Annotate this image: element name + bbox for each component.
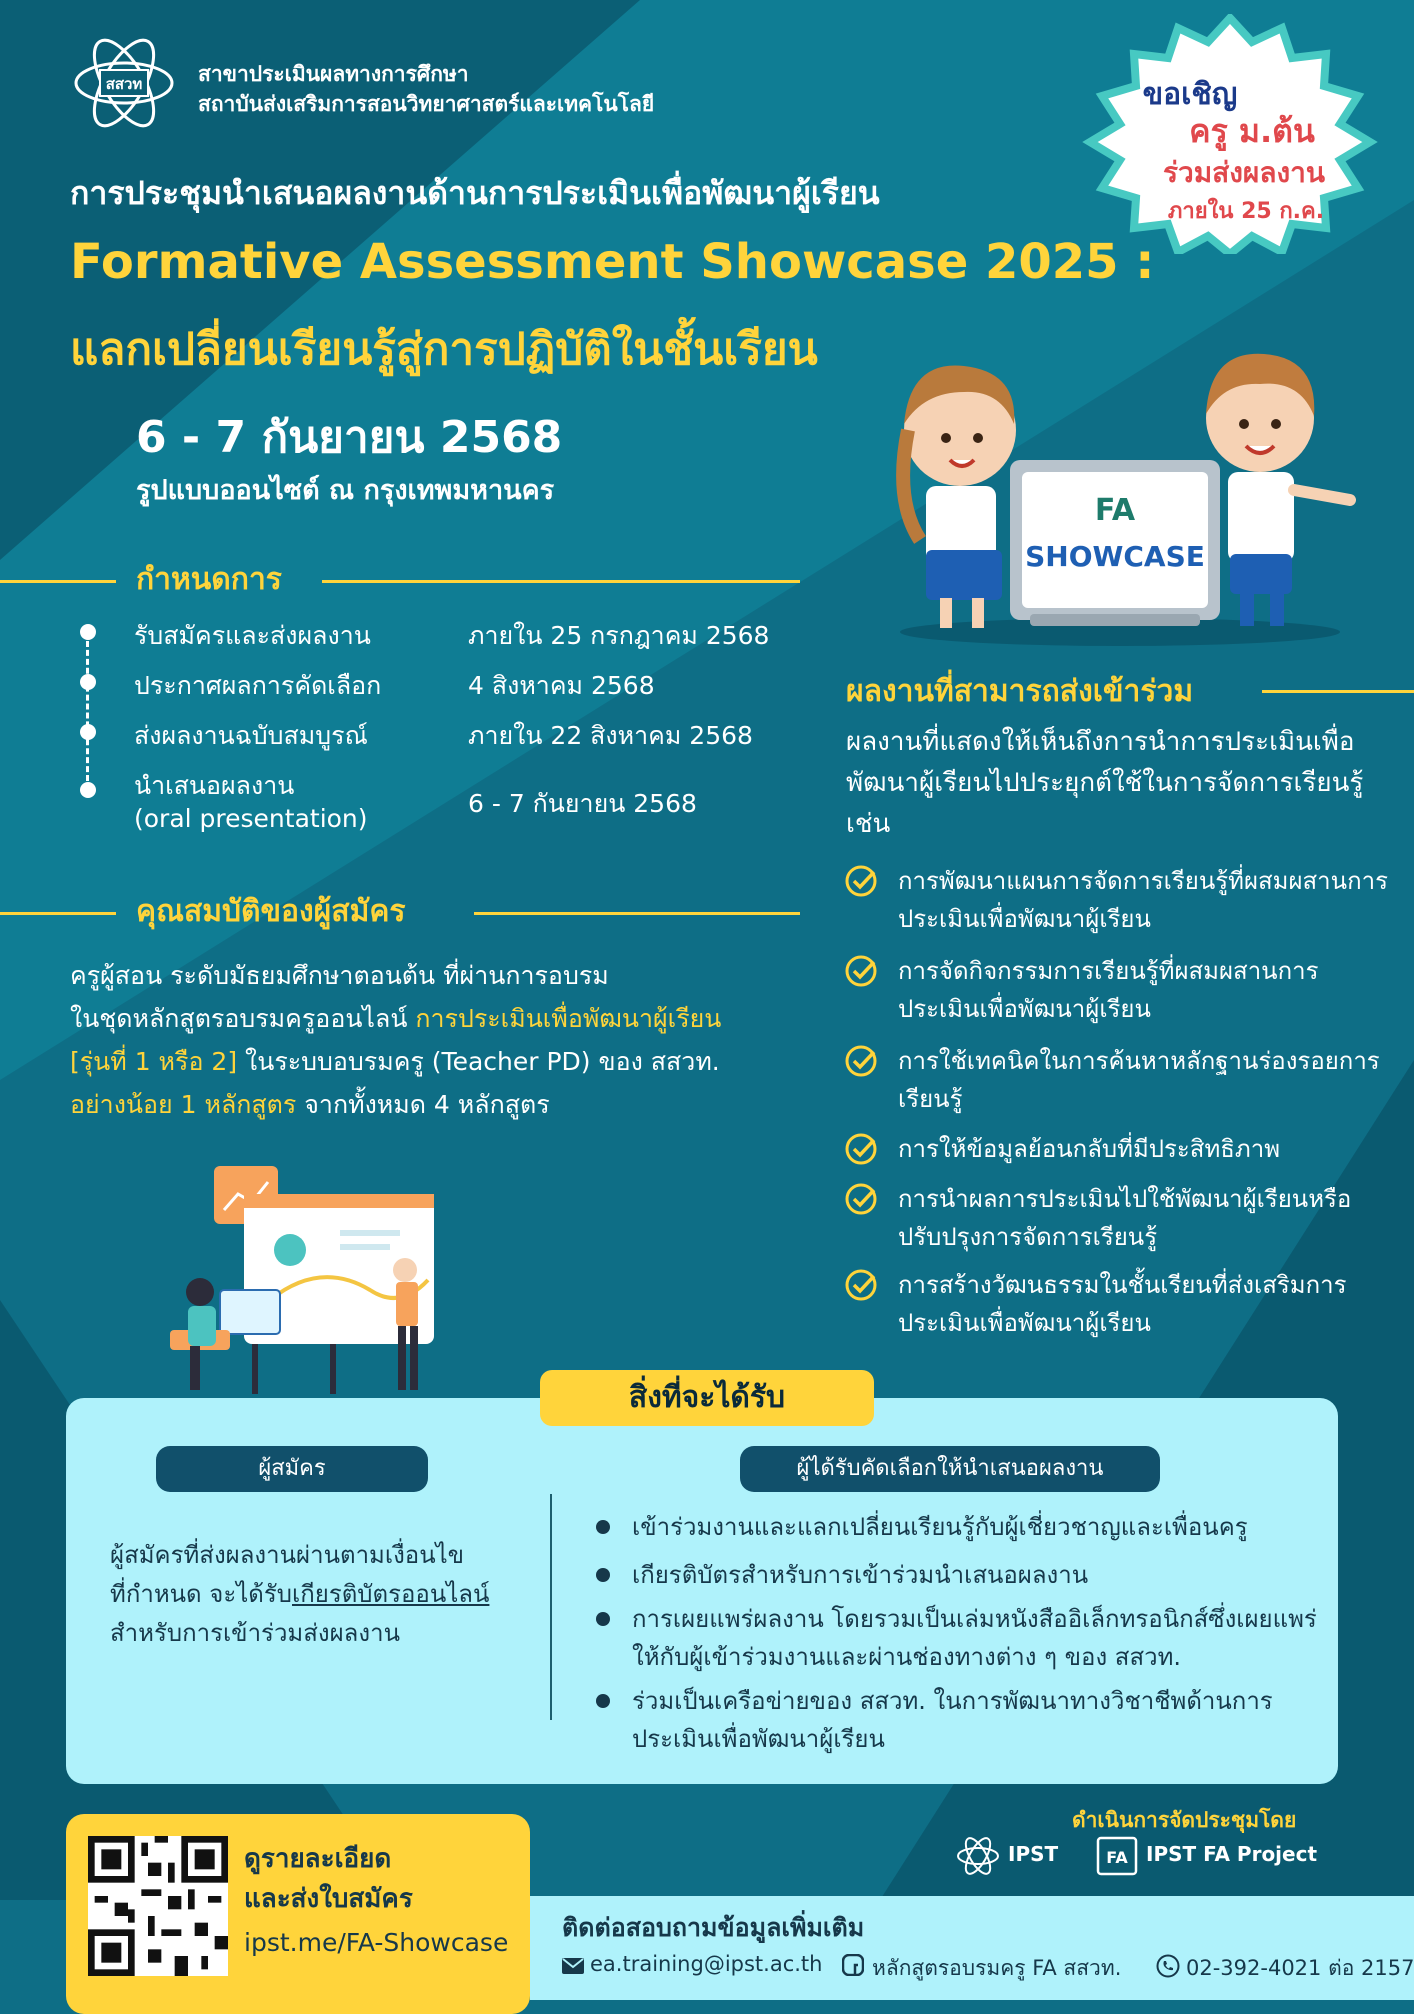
- board-text-fa: FA: [1094, 493, 1136, 528]
- event-title-line2: แลกเปลี่ยนเรียนรู้สู่การปฏิบัติในชั้นเรียน: [70, 324, 818, 375]
- badge-line3: ร่วมส่งผลงาน: [1162, 156, 1326, 189]
- event-venue: รูปแบบออนไซต์ ณ กรุงเทพมหานคร: [136, 475, 555, 506]
- works-line: [1262, 690, 1414, 693]
- works-heading: ผลงานที่สามารถส่งเข้าร่วม: [846, 674, 1194, 709]
- qualification-heading: คุณสมบัติของผู้สมัคร: [136, 894, 406, 929]
- qr-code[interactable]: [88, 1836, 228, 1976]
- benefits-heading: สิ่งที่จะได้รับ: [540, 1370, 874, 1426]
- contact-heading: ติดต่อสอบถามข้อมูลเพิ่มเติม: [562, 1913, 865, 1942]
- online-certificate: เกียรติบัตรออนไลน์: [292, 1580, 490, 1608]
- applicant-benefit-line2: [110, 1575, 510, 1614]
- contact-facebook[interactable]: หลักสูตรอบรมครู FA สสวท.: [872, 1956, 1122, 1980]
- bullet-icon: [596, 1568, 610, 1582]
- bullet-icon: [596, 1612, 610, 1626]
- schedule-line-right: [322, 580, 800, 583]
- partner-ipst: IPST: [1008, 1842, 1059, 1866]
- works-item-text: การจัดกิจกรรมการเรียนรู้ที่ผสมผสานการประเมินเพื่อพัฒนาผู้เรียน: [898, 957, 1319, 1023]
- schedule-item-value: ภายใน 25 กรกฎาคม 2568: [468, 621, 770, 650]
- course-highlight: การประเมินเพื่อพัฒนาผู้เรียน: [415, 1004, 722, 1033]
- works-item-text: การสร้างวัฒนธรรมในชั้นเรียนที่ส่งเสริมการประเมินเพื่อพัฒนาผู้เรียน: [898, 1271, 1347, 1337]
- check-circle-icon: [844, 1268, 878, 1302]
- email-icon: [562, 1958, 584, 1974]
- qualification-line2-text: ในชุดหลักสูตรอบรมครูออนไลน์: [70, 1004, 416, 1033]
- batch-highlight: [รุ่นที่ 1 หรือ 2]: [70, 1047, 238, 1076]
- check-circle-icon: [844, 1044, 878, 1078]
- schedule-heading: กำหนดการ: [136, 562, 282, 597]
- schedule-item-label: ส่งผลงานฉบับสมบูรณ์: [134, 721, 368, 750]
- qualification-line4-text: จากทั้งหมด 4 หลักสูตร: [296, 1090, 550, 1119]
- qualification-line3-text: ในระบบอบรมครู (Teacher PD) ของ สสวท.: [237, 1047, 720, 1076]
- schedule-item-label: ประกาศผลการคัดเลือก: [134, 671, 382, 700]
- qualification-line2: [70, 997, 790, 1040]
- ipst-icon: [956, 1834, 1000, 1878]
- board-text-showcase: SHOWCASE: [1025, 540, 1205, 573]
- bullet-icon: [596, 1520, 610, 1534]
- selected-label: ผู้ได้รับคัดเลือกให้นำเสนอผลงาน: [740, 1446, 1160, 1492]
- invitation-badge: [1070, 14, 1390, 254]
- contact-phone[interactable]: 02-392-4021 ต่อ 2157: [1186, 1956, 1414, 1980]
- contact-email[interactable]: ea.training@ipst.ac.th: [590, 1952, 823, 1976]
- register-line2: และส่งใบสมัคร: [244, 1884, 413, 1914]
- applicant-benefit-text: [110, 1536, 510, 1653]
- minimum-highlight: อย่างน้อย 1 หลักสูตร: [70, 1090, 297, 1119]
- benefits-divider: [550, 1494, 552, 1720]
- works-intro: ผลงานที่แสดงให้เห็นถึงการนำการประเมินเพื่อพัฒนาผู้เรียนไปประยุกต์ใช้ในการจัดการเรียนรู้ เช่น: [846, 727, 1364, 839]
- schedule-line-left: [0, 580, 116, 583]
- works-item-text: การให้ข้อมูลย้อนกลับที่มีประสิทธิภาพ: [898, 1135, 1281, 1163]
- timeline-dot: [80, 624, 96, 640]
- schedule-item-value: 6 - 7 กันยายน 2568: [468, 789, 697, 818]
- qualification-line-right: [474, 912, 800, 915]
- svg-text:FA: FA: [1106, 1848, 1128, 1867]
- phone-icon: [1156, 1954, 1180, 1978]
- event-date: 6 - 7 กันยายน 2568: [136, 412, 563, 463]
- selected-benefit-text: ร่วมเป็นเครือข่ายของ สสวท. ในการพัฒนาทางวิชาชีพด้านการประเมินเพื่อพัฒนาผู้เรียน: [632, 1687, 1273, 1753]
- schedule-item-value: ภายใน 22 สิงหาคม 2568: [468, 721, 753, 750]
- selected-benefit-text: เข้าร่วมงานและแลกเปลี่ยนเรียนรู้กับผู้เชี่ยวชาญและเพื่อนครู: [632, 1513, 1248, 1541]
- fa-project-icon: [1096, 1836, 1138, 1876]
- qualification-line-left: [0, 912, 116, 915]
- works-item-text: การพัฒนาแผนการจัดการเรียนรู้ที่ผสมผสานการประเมินเพื่อพัฒนาผู้เรียน: [898, 867, 1388, 933]
- qualification-text: [70, 954, 790, 1126]
- applicant-label: ผู้สมัคร: [156, 1446, 428, 1492]
- schedule-item-value: 4 สิงหาคม 2568: [468, 671, 655, 700]
- logo-text: สสวท: [105, 75, 143, 93]
- applicant-benefit-line2-text: ที่กำหนด จะได้รับ: [110, 1580, 293, 1608]
- register-link[interactable]: ipst.me/FA-Showcase: [244, 1928, 509, 1957]
- works-item-text: การใช้เทคนิคในการค้นหาหลักฐานร่องรอยการเรียนรู้: [898, 1047, 1380, 1113]
- check-circle-icon: [844, 864, 878, 898]
- check-circle-icon: [844, 954, 878, 988]
- schedule-item-label: นำเสนอผลงาน: [134, 771, 295, 800]
- schedule-item-label-sub: (oral presentation): [134, 804, 368, 833]
- selected-benefit-text: เกียรติบัตรสำหรับการเข้าร่วมนำเสนอผลงาน: [632, 1561, 1089, 1589]
- qualification-line1: ครูผู้สอน ระดับมัธยมศึกษาตอนต้น ที่ผ่านการอบรม: [70, 961, 609, 990]
- qualification-line3: [70, 1040, 790, 1083]
- event-title-line1: Formative Assessment Showcase 2025 :: [70, 234, 1155, 290]
- timeline-dot: [80, 674, 96, 690]
- check-circle-icon: [844, 1132, 878, 1166]
- organizer-label: ดำเนินการจัดประชุมโดย: [1072, 1808, 1297, 1832]
- badge-line2: ครู ม.ต้น: [1189, 112, 1315, 150]
- bullet-icon: [596, 1694, 610, 1708]
- applicant-benefit-line1: ผู้สมัครที่ส่งผลงานผ่านตามเงื่อนไข: [110, 1541, 465, 1569]
- schedule-item-label: รับสมัครและส่งผลงาน: [134, 621, 371, 650]
- kids-board-illustration: [880, 320, 1360, 650]
- ipst-logo: [72, 28, 176, 138]
- org-name-line1: สาขาประเมินผลทางการศึกษา: [198, 62, 469, 86]
- works-item-text: การนำผลการประเมินไปใช้พัฒนาผู้เรียนหรือปรับปรุงการจัดการเรียนรู้: [898, 1185, 1352, 1251]
- check-circle-icon: [844, 1182, 878, 1216]
- event-subtitle: การประชุมนำเสนอผลงานด้านการประเมินเพื่อพัฒนาผู้เรียน: [70, 174, 880, 212]
- applicant-benefit-line3: สำหรับการเข้าร่วมส่งผลงาน: [110, 1619, 400, 1647]
- badge-line1: ขอเชิญ: [1142, 77, 1238, 112]
- badge-line4: ภายใน 25 ก.ค.: [1167, 199, 1325, 224]
- presentation-illustration: [160, 1160, 450, 1400]
- timeline: [86, 632, 91, 790]
- timeline-dot: [80, 724, 96, 740]
- org-name-line2: สถาบันส่งเสริมการสอนวิทยาศาสตร์และเทคโนโลยี: [198, 92, 655, 116]
- register-line1: ดูรายละเอียด: [244, 1844, 392, 1874]
- partner-fa-project: IPST FA Project: [1146, 1842, 1318, 1866]
- selected-benefit-text: การเผยแพร่ผลงาน โดยรวมเป็นเล่มหนังสืออิเล็กทรอนิกส์ซึ่งเผยแพร่ให้กับผู้เข้าร่วมงานและผ่านช่องทางต่าง ๆ ของ สสวท.: [632, 1605, 1317, 1671]
- qualification-line4: [70, 1083, 790, 1126]
- facebook-icon: [842, 1954, 864, 1976]
- timeline-dot: [80, 782, 96, 798]
